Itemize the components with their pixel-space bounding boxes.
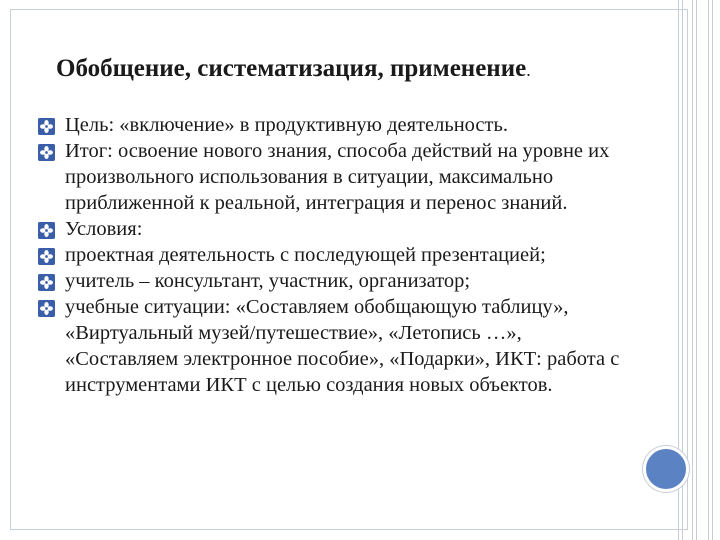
- flower-bullet-icon: [38, 248, 55, 265]
- bullet-text: проектная деятельность с последующей презентацией;: [65, 244, 546, 266]
- bullet-text: Условия:: [65, 218, 143, 240]
- flower-bullet-icon: [38, 222, 55, 239]
- bullet-item: [38, 294, 638, 398]
- flower-bullet-icon: [38, 300, 55, 317]
- bullet-text: Цель: «включение» в продуктивную деятельность.: [65, 114, 508, 136]
- flower-bullet-icon: [38, 144, 55, 161]
- bullet-text: учитель – консультант, участник, организатор;: [65, 270, 471, 292]
- rail-line: [708, 0, 709, 540]
- rail-line: [696, 0, 697, 540]
- rail-line: [712, 0, 713, 540]
- bullet-item: [38, 112, 638, 138]
- bullet-item: [38, 138, 638, 216]
- bullet-list: [38, 112, 638, 398]
- slide-title-suffix: .: [526, 60, 531, 80]
- rail-line: [692, 0, 693, 540]
- slide-title-text: Обобщение, систематизация, применение: [56, 55, 527, 82]
- bullet-text: учебные ситуации: «Составляем обобщающую таблицу», «Виртуальный музей/путешествие», «Летопись …», «Составляем электронное пособие», «Подарки», ИКТ: работа с инструментами ИКТ с целью создания новых объектов.: [65, 296, 620, 396]
- bullet-text: Итог: освоение нового знания, способа действий на уровне их произвольного использования в ситуации, максимально приближенной к реальной, интеграция и перенос знаний.: [65, 140, 610, 214]
- slide-title: [56, 55, 531, 83]
- decorative-circle: [643, 446, 689, 492]
- bullet-item: [38, 216, 638, 242]
- flower-bullet-icon: [38, 274, 55, 291]
- flower-bullet-icon: [38, 118, 55, 135]
- bullet-item: [38, 268, 638, 294]
- bullet-item: [38, 242, 638, 268]
